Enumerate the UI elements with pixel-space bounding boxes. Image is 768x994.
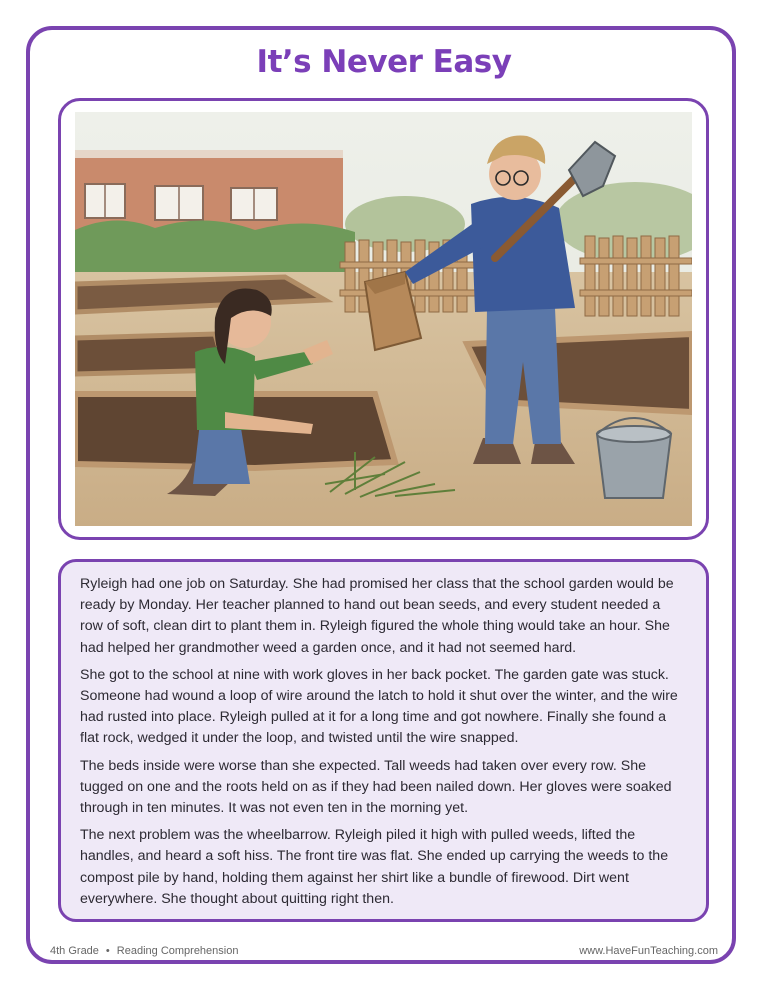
story-paragraph-2: She got to the school at nine with work gloves in her back pocket. The garden gate was stuck. Someone had wound a loop of wire around the latch to hold it shut over the winter, and the wire had rusted into place. Ryleigh pulled at it for a long time and got nowhere. Finally she found a flat rock, wedged it under the loop, and twisted until the wire snapped.: [80, 666, 678, 747]
footer-grade: 4th Grade: [50, 945, 99, 957]
footer-website[interactable]: www.HaveFunTeaching.com: [579, 945, 718, 957]
story-text-box: [58, 559, 709, 922]
footer-separator: •: [105, 945, 110, 957]
footer-left: [50, 945, 238, 957]
bucket-icon: [597, 418, 671, 498]
illustration-frame: [58, 98, 709, 540]
footer-subject: Reading Comprehension: [116, 945, 239, 957]
story-illustration: [75, 112, 692, 526]
hedge: [75, 220, 355, 277]
story-paragraph-1: Ryleigh had one job on Saturday. She had promised her class that the school garden would be ready by Monday. Her teacher planned to hand out bean seeds, and every student needed a row of soft, clean dirt to plant them in. Ryleigh figured the whole thing would take an hour. She had helped her grandmother weed a garden once, and it had not seemed hard.: [80, 576, 674, 656]
story-paragraph-3: The beds inside were worse than she expected. Tall weeds had taken over every row. She tugged on one and the roots held on as if they had been nailed down. Her gloves were soaked through in ten minutes. It was not even ten in the morning yet.: [80, 757, 672, 817]
page-title: It’s Never Easy: [256, 44, 512, 80]
story-paragraph-4: The next problem was the wheelbarrow. Ryleigh piled it high with pulled weeds, lifted the handles, and heard a soft hiss. The front tire was flat. She ended up carrying the weeds to the compost pile by hand, holding them against her shirt like a bundle of firewood. Dirt went everywhere. She thought about quitting right then.: [80, 827, 669, 907]
